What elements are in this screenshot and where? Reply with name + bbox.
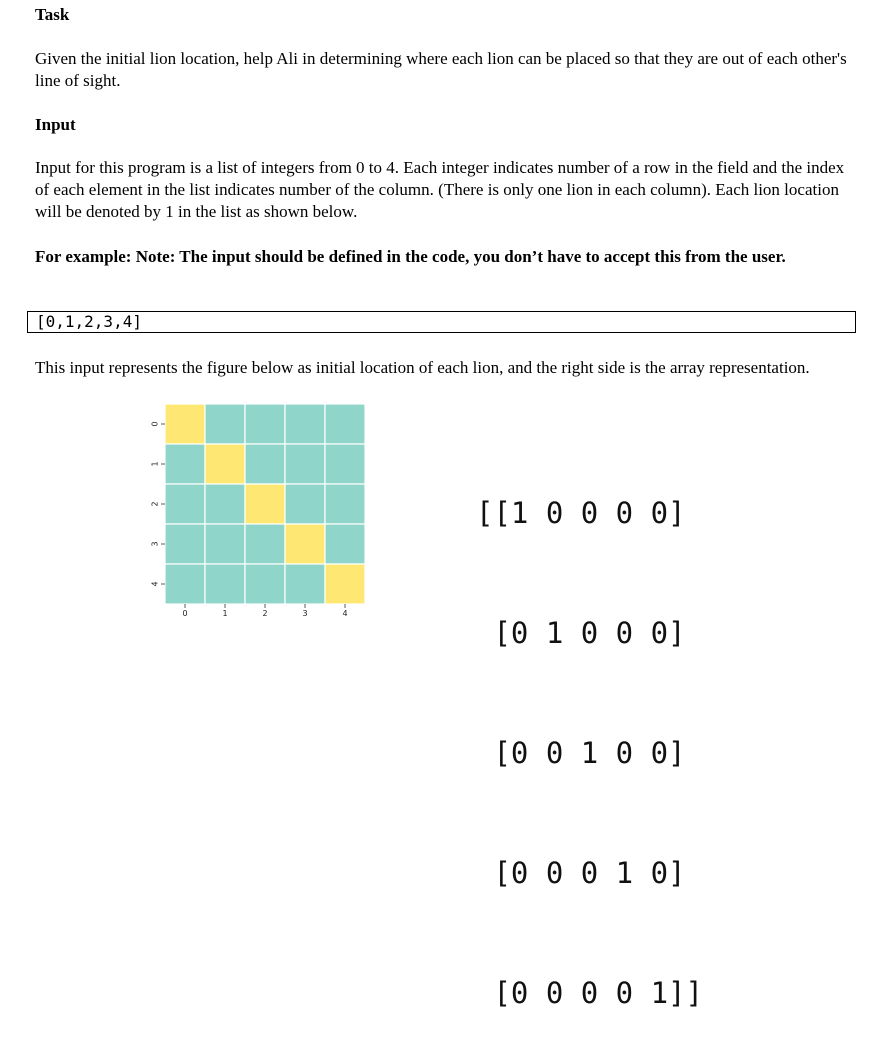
y-tick-label: 4 [150, 581, 160, 587]
empty-cell [285, 444, 325, 484]
lion-cell [165, 404, 205, 444]
empty-cell [205, 484, 245, 524]
y-tick-label: 2 [150, 501, 160, 507]
empty-cell [285, 564, 325, 604]
task-heading: Task [35, 5, 70, 24]
empty-cell [165, 564, 205, 604]
empty-cell [245, 404, 285, 444]
empty-cell [245, 524, 285, 564]
task-description: Given the initial lion location, help Ali in determining where each lion can be placed so that they are out of each other's line of sight. [35, 49, 847, 90]
lion-cell [205, 444, 245, 484]
array-row: [[1 0 0 0 0] [476, 496, 686, 530]
array-row: [0 0 0 0 1]] [476, 976, 703, 1010]
x-tick-label: 0 [182, 609, 188, 618]
empty-cell [245, 444, 285, 484]
y-tick-label: 0 [150, 421, 160, 427]
array-representation [476, 413, 703, 1053]
x-tick-label: 1 [222, 609, 228, 618]
empty-cell [165, 524, 205, 564]
x-tick-label: 3 [302, 609, 308, 618]
empty-cell [325, 524, 365, 564]
empty-cell [325, 404, 365, 444]
empty-cell [205, 524, 245, 564]
array-row: [0 1 0 0 0] [476, 616, 686, 650]
array-row: [0 0 1 0 0] [476, 736, 686, 770]
empty-cell [285, 484, 325, 524]
y-tick-label: 1 [150, 461, 160, 467]
lion-cell [325, 564, 365, 604]
input-heading: Input [35, 115, 76, 134]
y-tick-label: 3 [150, 541, 160, 547]
lion-cell [285, 524, 325, 564]
code-input-box: [0,1,2,3,4] [27, 311, 856, 333]
input-description: Input for this program is a list of integers from 0 to 4. Each integer indicates number of a row in the field and the index of each element in the list indicates number of the column. (There is only one lion in each column). Each lion location will be denoted by 1 in the list as shown below. [35, 158, 845, 221]
example-note: For example: Note: The input should be defined in the code, you don’t have to accept this from the user. [35, 247, 786, 266]
empty-cell [205, 564, 245, 604]
representation-description: This input represents the figure below as initial location of each lion, and the right side is the array representation. [35, 358, 810, 377]
empty-cell [165, 484, 205, 524]
empty-cell [165, 444, 205, 484]
x-tick-label: 2 [262, 609, 268, 618]
empty-cell [245, 564, 285, 604]
empty-cell [325, 484, 365, 524]
empty-cell [205, 404, 245, 444]
lion-cell [245, 484, 285, 524]
array-row: [0 0 0 1 0] [476, 856, 686, 890]
empty-cell [285, 404, 325, 444]
lion-heatmap [140, 398, 370, 618]
x-tick-label: 4 [342, 609, 348, 618]
empty-cell [325, 444, 365, 484]
